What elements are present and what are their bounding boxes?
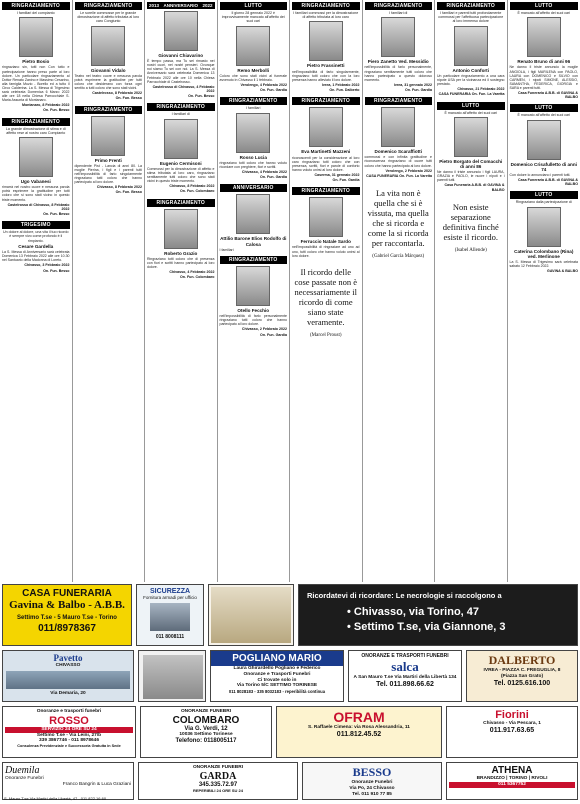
besso-name: BESSO (352, 765, 392, 779)
notice-header: LUTTO (510, 191, 579, 199)
notice-signature: On. Fun. Colombaro (179, 275, 215, 280)
notice-body: È tempo passa, ma Tu sei rimasto nei nostri cuori, nei nostri pensieri. Ovunque noi siamo Tu sei con noi. La S. Messa di Anniversario sarà celebrata Domenica 13 Febbraio 2022 alle ore 10 nella Chiesa Parrocchiale di Castelrosso. (147, 59, 215, 84)
ad-dalberto[interactable] (466, 650, 578, 702)
portrait-photo (454, 117, 488, 157)
obituary-notice (75, 106, 143, 199)
pogliano-sub: Laura Ghirardello Pogliano e Federico (233, 666, 321, 671)
portrait-photo (91, 116, 125, 156)
pavetto-city: CHIVASSO (55, 663, 81, 668)
obituary-column (363, 0, 436, 582)
notice-signature: On. Fun. Dalberto (329, 88, 360, 93)
deceased-name: Piero Zanetto Ved. Messidio (367, 59, 429, 65)
portrait-photo (527, 207, 561, 247)
notice-signature: On. Fun. Gardia (260, 332, 287, 337)
notice-body: Commossi per la dimostrazione di affetto e stima tributata al loro caro, ringraziano sentitamente tutti coloro che sono stati vicini in questo triste momento. (147, 166, 215, 184)
athena-name: ATHENA (491, 765, 533, 776)
notice-subtitle: I familiari di (389, 11, 408, 15)
deceased-name: Caterina Colombano (Rina) ved. Merlinone (514, 248, 574, 259)
ad-image (143, 655, 203, 699)
portrait-photo (454, 26, 488, 66)
obituary-notice (437, 102, 505, 196)
notice-signature: CASA FUNERARIA On. Fun. La Varetta (366, 173, 432, 178)
pavetto-address: Via Demaria, 20 (50, 690, 86, 696)
deceased-name: Cesare Gardella (18, 243, 54, 249)
notice-header: RINGRAZIAMENTO (292, 97, 360, 105)
notice-header: RINGRAZIAMENTO (75, 2, 143, 10)
sicurezza-tagline: Fornitura armadi per ufficio (143, 595, 197, 600)
portrait-photo (309, 197, 343, 237)
obituary-column (145, 0, 218, 582)
notice-signature: On. Fun. Besso (188, 94, 215, 99)
notice-header: RINGRAZIAMENTO (365, 97, 433, 105)
salca-name: salca (391, 659, 419, 674)
garda-name: GARDA (199, 770, 237, 782)
gavina-address: Settimo T.se - 5 Mauro T.se - Torino (17, 615, 117, 621)
notice-signature: On. Fun. Besso (115, 190, 142, 195)
rosso-title: Onoranze e trasporti funebri (36, 709, 102, 714)
deceased-name: Ugo Vabanesi (20, 179, 51, 185)
obituary-notice (2, 221, 70, 277)
deceased-name: Antonio Conforti (452, 67, 489, 73)
ad-rosso[interactable] (2, 706, 136, 758)
portrait-photo (236, 113, 270, 153)
besso-phone: Tel. 011 910 77 85 (352, 791, 392, 797)
notice-body: nell'impossibilità di farlo personalmente, ringraziano sentitamente tutti coloro che hanno partecipato a questo doloroso momento. (364, 65, 432, 82)
notice-subtitle: È mancato all'affetto dei suoi cari (517, 113, 571, 118)
deceased-name: Domenico Crisafulletto di anni 74 (510, 161, 577, 172)
obituary-notice (2, 2, 70, 117)
ad-duemila[interactable] (2, 762, 134, 800)
notice-place-date: Chivasso, 3 Febbraio 2022 (24, 263, 70, 268)
notice-place-date: Verolengo, 2 Febbraio 2022 (385, 168, 432, 173)
pavetto-name: Pavetto (53, 653, 83, 663)
ricordatevi-line2: • Chivasso, via Torino, 47 (347, 606, 480, 618)
portrait-photo (164, 209, 198, 249)
notice-place-date: Caserma, 31 gennaio 2022 (314, 172, 360, 177)
notice-body: rimarrà nel nostro cuore e nessuna parola potrà esprimere la gratitudine per tutti coloro che si sono stati vicino in questo triste momento. (2, 185, 70, 202)
notice-body: La S. Messa di Trigesimo sarà celebrata sabato 12 Febbraio 2022. (509, 260, 578, 269)
duemila-owner: Franco Bangrin & Luca Graziani (62, 781, 131, 787)
gavina-phone: 011/8978367 (38, 623, 96, 634)
dalberto-address-2: (Piazza San Grato) (500, 673, 544, 679)
portrait-photo (19, 17, 53, 57)
obituary-notice (510, 2, 579, 103)
ad-small-block[interactable] (138, 650, 206, 702)
garda-note: REPERIBILI 24 ORE SU 24 (192, 787, 243, 793)
obituary-notice (292, 2, 360, 96)
colombaro-address: Via G. Verdi, 12 (184, 725, 228, 732)
pogliano-note: Onoranze e Trasporti Funebri (243, 671, 311, 677)
fiorini-phone: 011.917.63.65 (489, 726, 535, 734)
deceased-name: Remo Merbolli (237, 67, 270, 73)
notice-subtitle: È mancato all'affetto dei suoi cari (517, 11, 571, 15)
ricordatevi-line3: • Settimo T.se, via Giannone, 3 (347, 621, 506, 633)
obituary-notice (220, 2, 288, 96)
notice-body: Coloro che sono stati vicini al funerale avvenuto in Chivasso il 1 febbraio. (219, 73, 287, 82)
pogliano-address: Via Torino 5/C SETTIMO TORINESE (236, 683, 318, 689)
notice-signature: GAVINA & BALBO (547, 269, 578, 274)
safe-image-icon (150, 603, 190, 631)
portrait-photo (91, 26, 125, 66)
notice-body: nell'impossibilità di ringraziare ad uno ad uno, tutti coloro che hanno voluto unirsi al loro dolore. (292, 245, 360, 258)
header-year-right: 2022 (202, 3, 213, 8)
notice-place-date: Castelrosso di Chivasso, 4 Febbraio 2022 (152, 84, 215, 93)
deceased-name: Ferruccio Natale Sardo (300, 239, 351, 245)
obituary-notice (365, 2, 433, 96)
notice-body: Teatro nel teatro cuore e nessuna parola potrà esprimere la gratitudine per tutti coloro che desiderano con forza ogni sentito a tutti coloro che sono stati vicini. (74, 73, 142, 91)
notice-place-date: Chivasso, 4 Febbraio 2022 (241, 170, 287, 174)
notice-body: La S. Messa di Anniversario sarà celebrata Domenica 13 Febbraio 2022 alle ore 10.30 nel Santuario della Madonna di Loreto. (2, 250, 70, 263)
notice-subtitle: I familiari di (171, 112, 190, 117)
deceased-name: Eva Martinetti Mazzeni (301, 149, 351, 155)
duemila-sub: Onoranze Funebri (5, 776, 44, 781)
colombaro-name: COLOMBARO (172, 714, 240, 726)
obituary-column (435, 0, 508, 582)
ad-fiorini[interactable] (446, 706, 578, 758)
notice-place-date: Chivasso, 4 Febbraio 2022 (169, 270, 215, 275)
besso-title: Onoranze Funebri (351, 780, 393, 785)
besso-address: Via Po, 24 Chivasso (349, 785, 395, 791)
notice-body: nell'impossibilità di farlo personalmente ringraziano tutti coloro che hanno partecipato al loro dolore. (219, 314, 287, 327)
athena-phone: 011 5367752 (449, 782, 575, 788)
ads-section (0, 582, 580, 804)
notice-header: TRIGESIMO (2, 221, 70, 229)
pavetto-image (6, 671, 130, 689)
obituary-notice (220, 256, 288, 341)
portrait-photo (309, 107, 343, 147)
portrait-photo (527, 17, 561, 57)
notice-body: Ne danno il triste annuncio la moglie ANGIOLA, i figli MARILENA con PAOLO, LAURA con DOMENICO e SILVIO con CARMEN, i nipoti SIMONE, ALESSIO, SAMANTHA, FEDERICA, GIORGIA e SARA e parenti tutti. (509, 65, 578, 90)
notice-signature: On. Fun. Gardia (260, 175, 287, 180)
notice-signature: On. Fun. Gardia (260, 88, 287, 93)
deceased-name: Rosso Lucia (239, 154, 267, 160)
deceased-name: Giovanni Chiavarino (158, 53, 204, 58)
obituary-notice (365, 188, 433, 262)
memorial-quote: Non esiste separazione definitiva finché esiste il ricordo. (442, 201, 499, 242)
quote-author: (Gabriel García Márquez) (372, 254, 425, 260)
notice-signature: On. Fun. Besso (43, 268, 70, 273)
notice-place-date: Chivasso, 8 Febbraio 2022 (96, 185, 142, 190)
colombaro-title: ONORANZE FUNEBRI (180, 709, 232, 714)
rosso-address: Settimo T.se - Via Leini, 27/b (36, 732, 102, 738)
deceased-name: Giovanni Vidalo (90, 67, 126, 73)
garda-title: ONORANZE FUNEBRI (192, 765, 244, 770)
fiorini-name: Fiorini (495, 709, 529, 721)
obituary-notice (292, 267, 360, 341)
notice-subtitle: I familiari (246, 106, 261, 111)
obituary-notice (292, 97, 360, 186)
dalberto-name: DALBERTO (488, 653, 556, 667)
notice-header: LUTTO (510, 2, 579, 10)
notice-signature: Casa Funeraria A.B.B. di GAVINA & BALBO (518, 90, 578, 100)
notice-header: RINGRAZIAMENTO (147, 103, 215, 111)
header-label: ANNIVERSARIO (163, 3, 198, 8)
notice-header: LUTTO (437, 102, 505, 110)
rosso-note: Consulenza Previdenziale e Successoria Gratuita in Sede (17, 744, 121, 749)
ofram-name: OFRAM (333, 709, 385, 725)
footer-address: S. Mauro T.se Via Martiri della Libertà, 47 - 011 822.16.60 (4, 796, 107, 801)
notice-place-date: Castelrosso di Chivasso, 8 Febbraio 2022 (7, 202, 70, 211)
notice-body: Un particolare ringraziamento a una cara nipote USA per la vicinanza ed il sostegno prestato. (437, 73, 505, 86)
ofram-phone: 011.812.45.52 (336, 730, 382, 738)
notice-signature: Casa Funeraria A.B.B. di GAVINA & BALBO (518, 178, 578, 187)
deceased-name: Eugenio Cermisoni (159, 160, 202, 166)
dalberto-phone: Tel. 0125.616.100 (493, 679, 551, 687)
portrait-photo (236, 194, 270, 234)
notice-place-date: Ivrea, 1 Febbraio 2022 (321, 82, 360, 87)
notice-header: RINGRAZIAMENTO (292, 2, 360, 10)
ofram-address: S. Raffaele Cimena: via Rosa Alessandria, 11 (308, 725, 410, 730)
obituary-notice (510, 191, 579, 277)
obituary-column (0, 0, 73, 582)
notice-signature: On. Fun. Gardia (405, 87, 432, 92)
notice-subtitle: Il giorno 28 gennaio 2022 è improvvisamente mancato all'affetto dei suoi cari (221, 11, 285, 24)
notice-header: ANNIVERSARIO (220, 184, 288, 192)
deceased-name: Pietro Bosio (22, 59, 50, 65)
salca-phone: Tel. 011.898.66.62 (376, 680, 434, 688)
deceased-name: Primo Frenti (94, 157, 122, 163)
memorial-quote: La vita non è quella che si è vissuta, ma quella che si ricorda e come la si ricorda per raccontarla. (367, 188, 429, 249)
portrait-photo (164, 11, 198, 51)
sicurezza-name: SICUREZZA (149, 588, 191, 595)
header-year-left: 2013 (149, 3, 160, 8)
rosso-tag: SERVIZIO 24 ORE SU 24 (5, 727, 133, 733)
ricordatevi-line1: Ricordatevi di ricordare: Le necrologie si raccolgono a (307, 591, 502, 600)
quote-author: (Marcel Proust) (309, 332, 342, 338)
obituary-notice (220, 97, 288, 183)
deceased-name: Renato Bruno di anni 96 (517, 59, 571, 65)
portrait-photo (381, 17, 415, 57)
notice-place-date: Castelrosso, 8 Febbraio 2022 (92, 91, 142, 96)
notice-header: RINGRAZIAMENTO (220, 256, 288, 264)
notice-header: RINGRAZIAMENTO (220, 97, 288, 105)
garda-phone: 345.335.72.97 (198, 781, 238, 788)
notice-header: RINGRAZIAMENTO (437, 2, 505, 10)
obituary-notice (437, 2, 505, 101)
obituary-notice (220, 184, 288, 255)
ad-ricordatevi[interactable] (298, 584, 578, 646)
deceased-name: Attilio Barone Elios Rodolfo di Calosa (220, 236, 287, 247)
obituary-notice (147, 199, 215, 284)
portrait-photo (236, 266, 270, 306)
obituary-column (508, 0, 580, 582)
notice-signature: On. Fun. Colombaro (179, 189, 215, 194)
notice-header: LUTTO (220, 2, 288, 10)
obituary-notice (365, 97, 433, 182)
notice-subtitle: È mancato all'affetto dei suoi cari (444, 110, 498, 115)
deceased-name: Roberto Grazio (164, 250, 198, 256)
salca-title: ONORANZE E TRASPORTI FUNEBRI (361, 653, 449, 659)
notice-signature: On. Fun. Besso (43, 212, 70, 217)
funeral-ad-image (211, 587, 291, 643)
notice-body: commossi e con infinita gratitudine e riconoscenza ringraziano di cuore tutti coloro che hanno partecipato al loro dolore. (364, 155, 432, 168)
gavina-name: Gavina & Balbo - A.B.B. (9, 599, 125, 611)
ad-besso[interactable] (302, 762, 442, 800)
notice-header: RINGRAZIAMENTO (292, 187, 360, 195)
notice-body: Con dolore lo annunciano i parenti tutti. (509, 172, 571, 177)
notice-place-date: Chivasso, 2 Febbraio 2022 (241, 327, 287, 332)
portrait-photo (236, 26, 270, 66)
notice-subtitle: I familiari e parenti tutti profondamente commossi per l'affettuosa partecipazione al loro immenso dolore (438, 11, 504, 24)
notice-place-date: Ivrea, 31 gennaio 2022 (393, 82, 432, 87)
ad-ofram[interactable] (276, 706, 442, 758)
colombaro-city: 10036 Settimo Torinese (179, 731, 233, 737)
deceased-name: Domenico Scaraffiotti (374, 149, 422, 155)
notice-subtitle: Le sorelle commosse per le grande dimostrazione di affetto tributata al loro caro Congiunto (77, 11, 140, 24)
pogliano-phone: 011 8028183 - 335 8032183 - reperibilità continua (228, 689, 326, 695)
notice-subtitle: Un dolore al dolore, una vita il tuo ricordo è sempre vivo come profondo è il rimpianto. (2, 230, 69, 243)
obituary-notice (510, 104, 579, 190)
notice-place-date: Montanaro, 8 Febbraio 2022 (21, 103, 70, 108)
ad-salca[interactable] (348, 650, 462, 702)
deceased-name: Otello Fecchio (237, 307, 270, 313)
gavina-title: CASA FUNERARIA (22, 588, 112, 599)
pogliano-loc: Ci trovate solo in (257, 677, 297, 683)
ad-colombaro[interactable] (140, 706, 272, 758)
notice-subtitle: I familiari del compianto (16, 11, 55, 15)
notice-header: RINGRAZIAMENTO (2, 118, 70, 126)
athena-sub: BRANDIZZO | TORINO | RIVOLI (476, 776, 548, 781)
obituary-notice (292, 187, 360, 260)
sicurezza-phone: 011 8008111 (155, 634, 185, 640)
rosso-name: ROSSO (49, 714, 89, 727)
obituary-column (218, 0, 291, 582)
notice-subtitle: Ringraziano dalla partecipazione di (515, 200, 572, 205)
notice-place-date: Verolengo, 4 Febbraio 2022 (240, 83, 287, 87)
notice-signature: Casa Funeraria A.B.B. di GAVINA & BALBO (444, 183, 505, 192)
notice-signature: On. Fun. Besso (43, 108, 70, 113)
notice-body: nell'impossibilità di farlo singolarmente, ringraziano tutti coloro che con la loro presenza hanno alleviato il loro dolore. (292, 69, 360, 82)
ad-gavina-balbo[interactable] (2, 584, 132, 646)
obituary-notice (147, 2, 215, 102)
ad-onoranze-funebri-small[interactable] (208, 584, 294, 646)
obituary-notice (437, 202, 505, 256)
pogliano-title: POGLIANO MARIO (211, 651, 343, 666)
notice-header: RINGRAZIAMENTO (365, 2, 433, 10)
deceased-name: Pietro Borgato del Comacchi di anni 86 (439, 158, 503, 169)
notice-body: ringraziano tutti coloro che hanno voluto ricordare con preghiere, fiori e scritti. (219, 160, 287, 169)
dalberto-address: IVREA - PIAZZA C. FREGUGLIA, 8 (483, 668, 561, 673)
ad-pavetto[interactable] (2, 650, 134, 702)
portrait-photo (164, 119, 198, 159)
obituary-column (73, 0, 146, 582)
fiorini-address: Chivasso - Via Pescara, 1 (483, 721, 541, 726)
ad-athena[interactable] (446, 762, 578, 800)
portrait-photo (19, 137, 53, 177)
notice-header: LUTTO (510, 104, 579, 112)
quote-author: (Isabel Allende) (454, 247, 487, 253)
rosso-phone: 339 3867746 - 011 8978646 (38, 738, 100, 744)
notice-header: RINGRAZIAMENTO (147, 199, 215, 207)
notice-header (147, 2, 215, 9)
memorial-quote: Il ricordo delle cose passate non è necessariamente il ricordo di come siano state veramente. (294, 266, 358, 327)
notice-subtitle: La grande dimostrazione di stima e di affetto rese al nostro caro Compianto (5, 126, 66, 135)
duemila-name: Duemila (5, 765, 40, 776)
notice-body: I familiari (219, 247, 234, 252)
portrait-photo (309, 21, 343, 61)
notice-header: RINGRAZIAMENTO (75, 106, 143, 114)
obituary-notice (147, 103, 215, 197)
obituary-notice (75, 2, 143, 105)
notice-signature: On. Fun. Gardia (332, 178, 360, 183)
portrait-photo (381, 107, 415, 147)
notice-header: RINGRAZIAMENTO (2, 2, 70, 10)
notice-place-date: Chivasso, 8 Febbraio 2022 (169, 184, 215, 189)
notice-signature: CASA FUNERARIA On. Fun. La Varetta (438, 92, 505, 97)
deceased-name: Pietro Frassinetti (306, 63, 345, 69)
obituary-notice (2, 118, 70, 221)
salca-address: A San Mauro T.se Via Martiri della Libertà 134 (353, 675, 457, 680)
colombaro-phone: Telefono: 0118005117 (175, 737, 237, 744)
notice-place-date: Chivasso, 21 Febbraio 2022 (457, 87, 505, 92)
notice-body: Ringraziano tutti coloro che di presenza con fiori e scritti hanno partecipato al loro dolore. (147, 256, 215, 269)
notice-body: dipendente Pist - Lancia di anni 80. La moglie Pierina, i figli e i parenti tutti nell'impossibilità di farlo singolarmente ringraziano tutti coloro che hanno partecipato al loro dolore. (74, 163, 142, 185)
obituary-column (290, 0, 363, 582)
notice-body: ringraziano sin, tutti non Con tutto e partecipazione hanno preso parte al loro dolore. Un particolare ringraziamento al Dottor Renato Zanino e Massimo Cesarino, alla famiglia Muzio - Borello ed a tutto il Circo Calderina. La S. Messa di Trigesimo sarà celebrata Domenica 6 Marzo 2022 alle ore 18 nella Chiesa Parrocchiale S. Maria Assunta di Montanaro. (2, 65, 70, 103)
notice-body: riconoscenti per la considerazione al loro caro ringraziano tutti coloro che con presenza, scritti, fiori e parole di conforto hanno voluto unirsi al loro dolore. (292, 155, 360, 172)
portrait-photo (527, 120, 561, 160)
ad-pogliano[interactable] (210, 650, 344, 702)
ad-sicurezza[interactable] (136, 584, 204, 646)
ad-garda[interactable] (138, 762, 298, 800)
notice-subtitle: I familiari commossi per la dimostrazione di affetto tributata al loro caro (293, 11, 359, 20)
notice-signature: On. Fun. Besso (115, 96, 142, 101)
notice-body: Ne danno il triste annuncio i figli LAURA, GRAZIA e PAOLO, le nuore i nipoti e i parenti tutti. (437, 170, 505, 183)
